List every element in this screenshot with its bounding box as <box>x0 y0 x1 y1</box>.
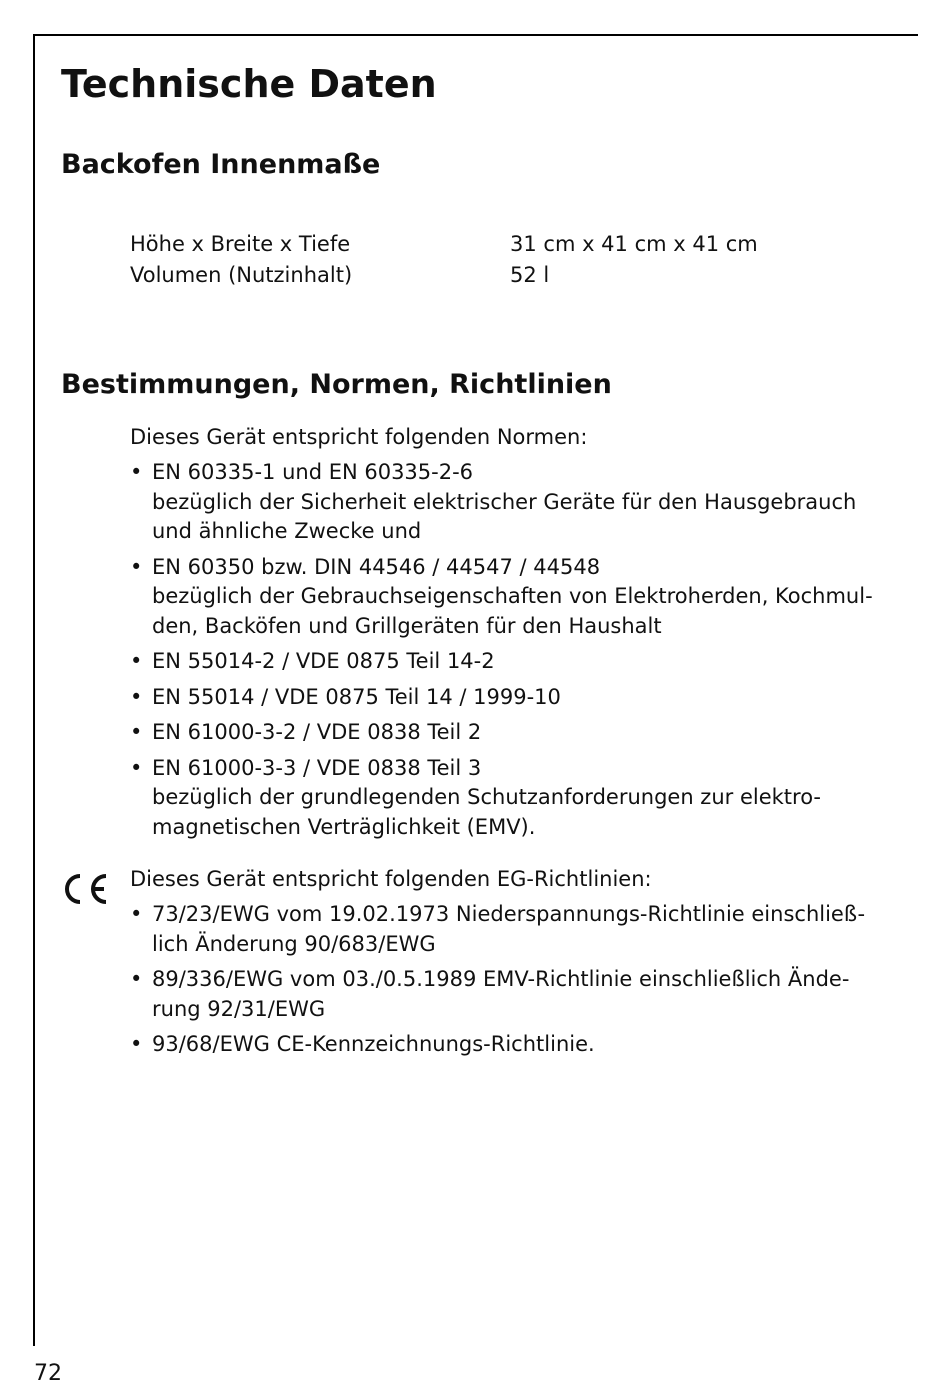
list-item <box>130 1030 890 1060</box>
volume-value: 52 l <box>510 263 550 287</box>
dimension-label: Höhe x Breite x Tiefe <box>130 232 351 256</box>
list-item-line: den, Backöfen und Grillgeräten für den Haushalt <box>152 613 662 638</box>
list-item-line: • 89/336/EWG vom 03./0.5.1989 EMV-Richtlinie einschließlich Ände- <box>152 967 850 991</box>
section-heading-oven-dimensions: Backofen Innenmaße <box>61 149 381 180</box>
list-item-line: bezüglich der Gebrauchseigenschaften von Elektroherden, Kochmul- <box>152 584 873 608</box>
list-item <box>130 900 890 959</box>
eg-directives-list <box>130 900 890 1066</box>
list-item-line: • EN 60335-1 und EN 60335-2-6 <box>152 460 474 484</box>
ce-mark-icon <box>60 870 110 908</box>
dimension-row <box>130 229 758 259</box>
page-number: 72 <box>34 1361 62 1386</box>
page-title: Technische Daten <box>61 62 437 106</box>
list-item <box>130 718 890 748</box>
section-heading-standards: Bestimmungen, Normen, Richtlinien <box>61 369 612 400</box>
list-item <box>130 965 890 1024</box>
list-item-line: • EN 55014 / VDE 0875 Teil 14 / 1999-10 <box>152 684 561 709</box>
list-item <box>130 683 890 713</box>
list-item-line: • 93/68/EWG CE-Kennzeichnungs-Richtlinie. <box>152 1032 595 1056</box>
list-item <box>130 553 890 642</box>
list-item-line: und ähnliche Zwecke und <box>152 519 422 543</box>
dimension-value: 31 cm x 41 cm x 41 cm <box>510 232 758 256</box>
list-item-line: lich Änderung 90/683/EWG <box>152 931 436 956</box>
list-item-line: bezüglich der grundlegenden Schutzanforderungen zur elektro- <box>152 785 822 809</box>
volume-row <box>130 260 550 290</box>
standards-intro: Dieses Gerät entspricht folgenden Normen: <box>130 425 588 449</box>
standards-list <box>130 458 890 848</box>
list-item-line: • 73/23/EWG vom 19.02.1973 Niederspannungs-Richtlinie einschließ- <box>152 902 866 926</box>
list-item <box>130 754 890 843</box>
volume-label: Volumen (Nutzinhalt) <box>130 263 353 287</box>
list-item-line: bezüglich der Sicherheit elektrischer Geräte für den Hausgebrauch <box>152 489 857 514</box>
list-item-line: • EN 55014-2 / VDE 0875 Teil 14-2 <box>152 649 495 673</box>
eg-directives-intro: Dieses Gerät entspricht folgenden EG-Richtlinien: <box>130 867 652 891</box>
list-item <box>130 458 890 547</box>
page-frame-left-rule <box>33 34 35 1346</box>
list-item-line: magnetischen Verträglichkeit (EMV). <box>152 814 536 839</box>
list-item-line: • EN 61000-3-3 / VDE 0838 Teil 3 <box>152 755 482 780</box>
list-item-line: • EN 60350 bzw. DIN 44546 / 44547 / 44548 <box>152 554 601 579</box>
list-item <box>130 647 890 677</box>
list-item-line: • EN 61000-3-2 / VDE 0838 Teil 2 <box>152 720 482 744</box>
list-item-line: rung 92/31/EWG <box>152 996 326 1021</box>
page-frame-top-rule <box>33 34 918 36</box>
